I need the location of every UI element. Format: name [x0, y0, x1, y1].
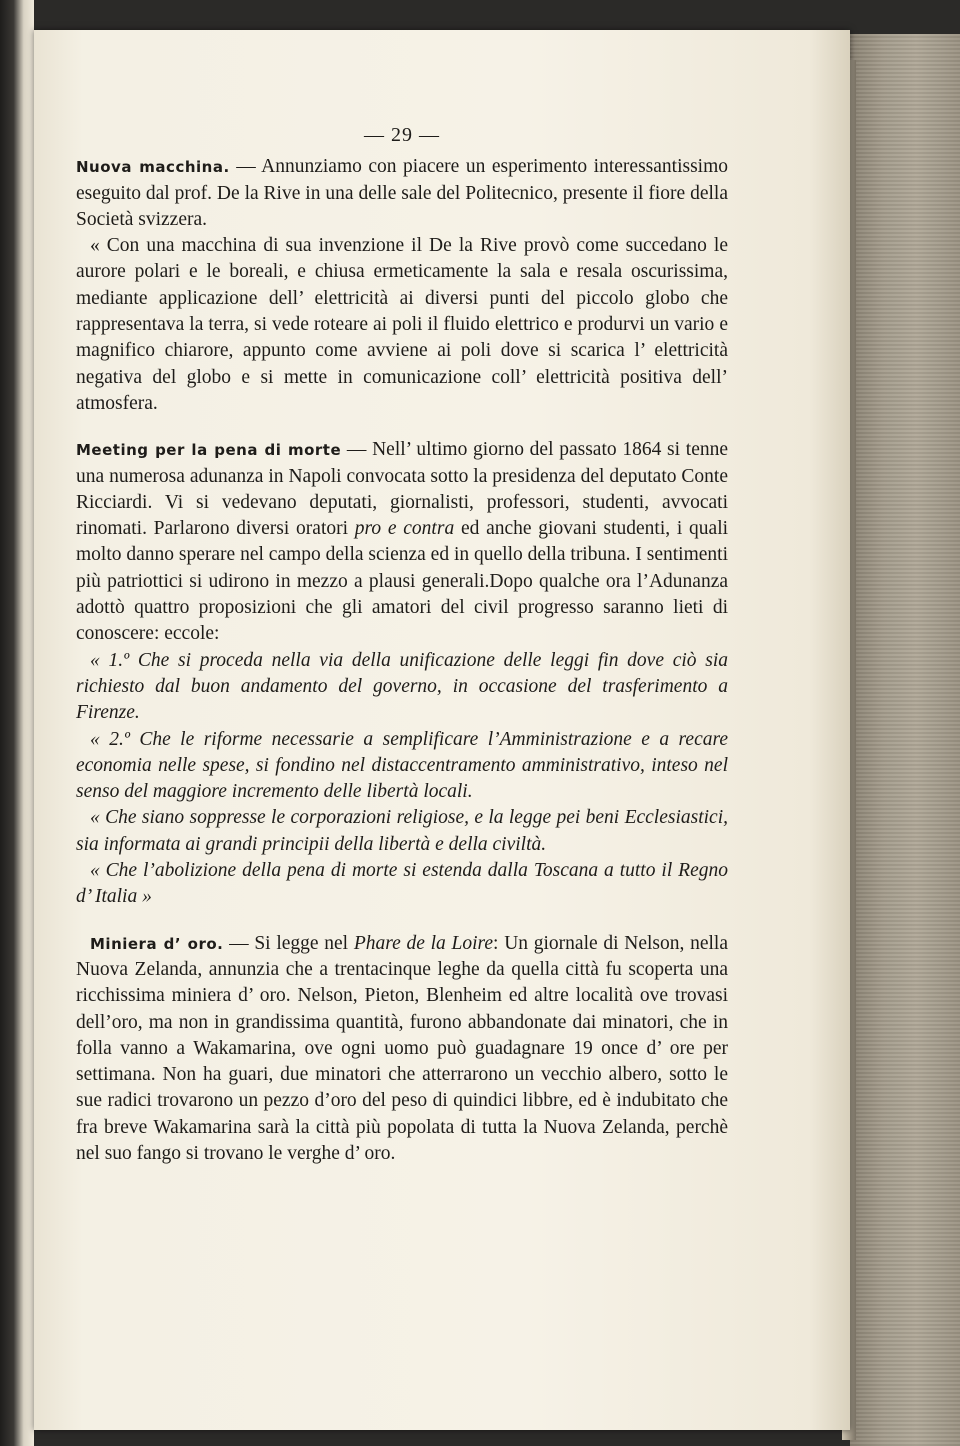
- book-cover: [850, 34, 960, 1446]
- heading-meeting: Meeting per la pena di morte: [76, 441, 342, 460]
- section-3-para-1: Miniera d’ oro. — Si legge nel Phare de la Loire: Un giornale di Nelson, nella Nuova Zelanda, annunzia che a trentacinque leghe da quella città fu scoperta una ricchissima miniera d’ oro. Nelson, Pieton, Blenheim ed altre località ove trovasi dell’oro, ma non in grandissima quantità, furono abbandonate dai minatori, che in folla vanno a Wakamarina, ove ogni uomo può guadagnare 19 once d’ ore per settimana. Non ha guari, due minatori che atterrarono un vecchio albero, sotto le sue radici trovarono un pezzo d’oro del peso di quindici libbre, ed è indubitato che fra breve Wakamarina sarà la città più popolata di tutta la Nuova Zelanda, perchè nel suo fango si trovano le verghe d’ oro.: [76, 932, 728, 1164]
- section-1-para-1: Nuova macchina. — Annunziamo con piacere un esperimento interessantissimo eseguito dal prof. De la Rive in una delle sale del Politecnico, presente il fiore della Società svizzera.: [76, 156, 729, 230]
- proposition-1: « 1.º Che si proceda nella via della unificazione delle leggi fin dove ciò sia richiesto dal buon andamento del governo, in occasione del trasferimento a Firenze.: [76, 649, 728, 724]
- page-number: — 29 —: [364, 124, 440, 146]
- heading-miniera: Miniera d’ oro.: [90, 934, 224, 953]
- proposition-4: « Che l’abolizione della pena di morte si estenda dalla Toscana a tutto il Regno d’ Italia »: [76, 860, 728, 908]
- book-gutter: [0, 0, 34, 1446]
- section-1-para-2: « Con una macchina di sua invenzione il De la Rive provò come succedano le aurore polari e le boreali, e chiusa ermeticamente la sala e resala oscurissima, mediante applicazione dell’ elettricità ai diversi punti del piccolo globo che rappresentava la terra, si vede roteare ai poli il fluido elettrico e produrvi un vario e magnifico chiarore, appunto come avviene ai poli dove si scarica l’ elettricità negativa del globo e si mette in comunicazione coll’ elettricità positiva dell’ atmosfera.: [76, 235, 728, 414]
- section-2-para-1: Meeting per la pena di morte — Nell’ ultimo giorno del passato 1864 si tenne una numerosa adunanza in Napoli convocata sotto la presidenza del deputato Conte Ricciardi. Vi si vedevano deputati, giornalisti, professori, studenti, avvocati rinomati. Parlarono diversi oratori pro e contra ed anche giovani studenti, i quali molto danno sperare nel campo della scienza ed in quello della tribuna. I sentimenti più patriottici si udirono in mezzo a plausi generali.Dopo qualche ora l’Adunanza adottò quattro proposizioni che gli amatori del civil progresso saranno lieti di conoscere: eccole:: [76, 439, 729, 645]
- proposition-2: « 2.º Che le riforme necessarie a semplificare l’Amministrazione e a recare economia nelle spese, si fondino nel distaccentramento amministrativo, inteso nel senso del maggiore incremento delle libertà locali.: [76, 728, 728, 803]
- heading-nuova-macchina: Nuova macchina.: [76, 158, 230, 177]
- proposition-3: « Che siano soppresse le corporazioni religiose, e la legge pei beni Ecclesiastici, sia informata ai grandi principii della libertà e della civiltà.: [76, 807, 728, 855]
- page-text: [76, 122, 728, 1167]
